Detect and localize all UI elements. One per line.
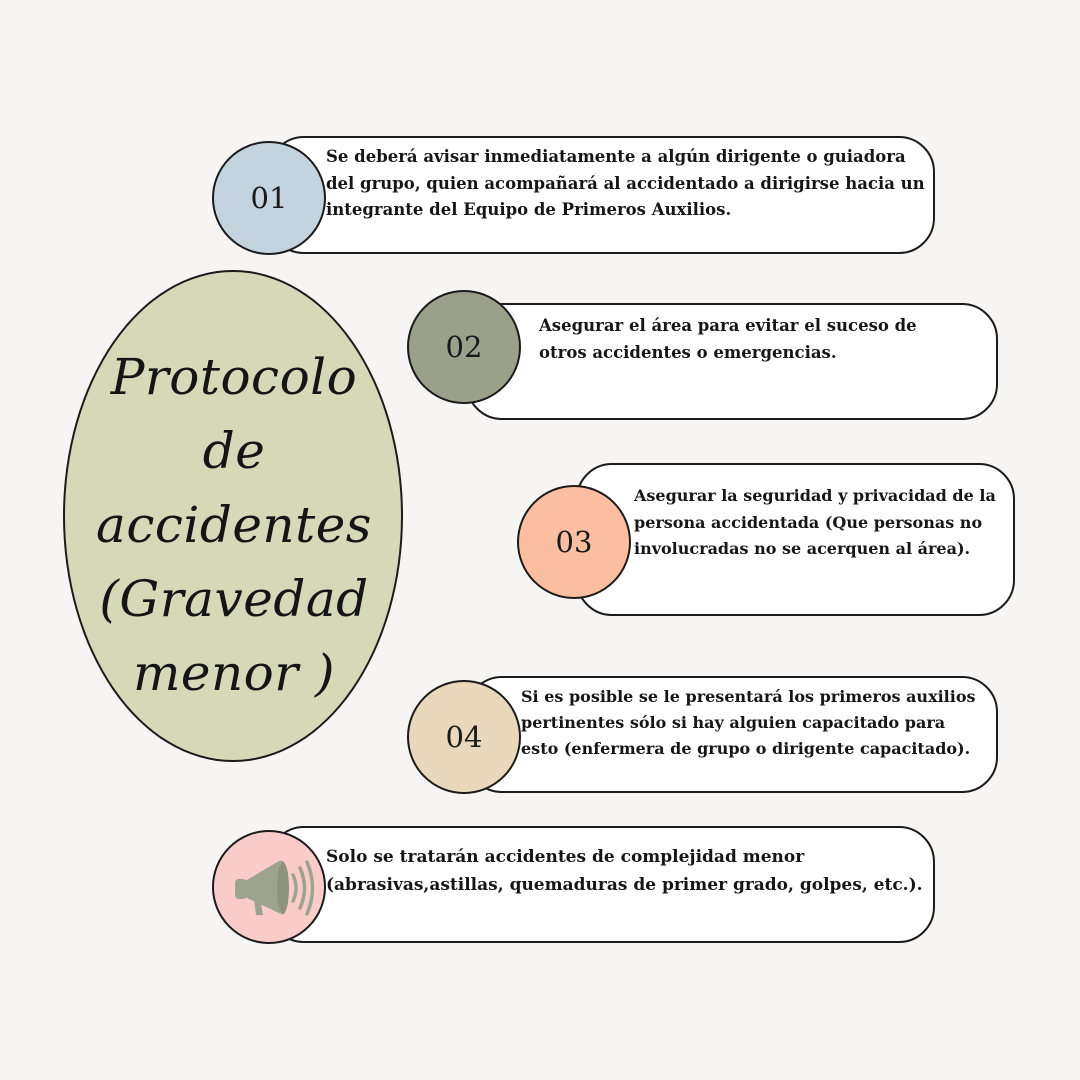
- step-text-line: pertinentes sólo si hay alguien capacitado para: [521, 713, 946, 732]
- title-line: menor ): [132, 644, 336, 702]
- step-text-line: Si es posible se le presentará los primeros auxilios: [521, 687, 976, 706]
- page-title: [63, 340, 405, 710]
- note-badge: [212, 830, 326, 944]
- title-line: (Gravedad: [99, 570, 369, 628]
- step-text-line: persona accidentada (Que personas no: [634, 512, 983, 532]
- step-text-line: esto (enfermera de grupo o dirigente capacitado).: [521, 739, 971, 758]
- step-text-line: del grupo, quien acompañará al accidentado a dirigirse hacia un: [326, 173, 925, 193]
- step-badge-01: 01: [212, 141, 326, 255]
- title-line: accidentes: [96, 496, 372, 554]
- step-text-line: involucradas no se acerquen al área).: [634, 539, 971, 558]
- title-line: Protocolo: [110, 348, 358, 406]
- step-text-line: Asegurar el área para evitar el suceso de: [539, 316, 917, 335]
- step-badge-04: 04: [407, 680, 521, 794]
- step-text-04: [521, 684, 976, 762]
- note-text-line: Solo se tratarán accidentes de complejidad menor: [326, 847, 805, 867]
- step-text-03: [634, 483, 996, 563]
- note-text: [326, 843, 923, 899]
- megaphone-icon: [223, 851, 315, 923]
- step-text-line: integrante del Equipo de Primeros Auxilios.: [326, 200, 732, 219]
- step-text-02: [539, 313, 917, 366]
- step-text-line: otros accidentes o emergencias.: [539, 342, 837, 362]
- step-text-line: Asegurar la seguridad y privacidad de la: [634, 486, 996, 505]
- step-badge-02: 02: [407, 290, 521, 404]
- title-line: de: [202, 422, 266, 480]
- step-text-01: [326, 144, 925, 224]
- step-badge-03: 03: [517, 485, 631, 599]
- note-text-line: (abrasivas,astillas, quemaduras de primer grado, golpes, etc.).: [326, 875, 923, 895]
- step-text-line: Se deberá avisar inmediatamente a algún dirigente o guiadora: [326, 147, 906, 166]
